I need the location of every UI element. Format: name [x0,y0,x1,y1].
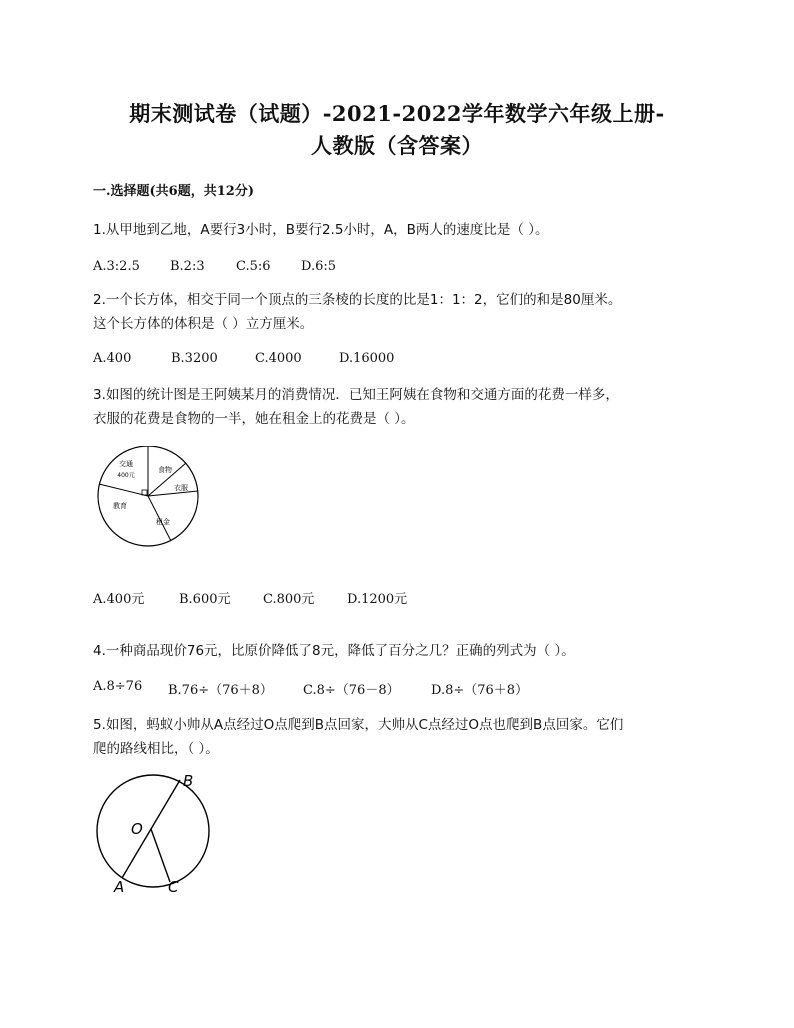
document-title-line2: 人教版（含答案） [311,133,483,158]
option-a: A.400 [93,351,132,366]
option-d: D.8÷（76＋8） [431,683,529,698]
radius-oc [151,829,170,882]
option-b: B.3200 [171,351,218,366]
pie-label-food: 食物 [158,466,172,474]
option-b: B.2:3 [170,259,205,274]
option-d: D.6:5 [301,259,337,274]
circle-outline [97,775,209,887]
question-5-line1: 5.如图，蚂蚁小帅从A点经过O点爬到B点回家，大帅从C点经过O点也爬到B点回家。它们 [93,717,624,733]
option-c: C.800元 [263,592,315,607]
pie-label-transport: 交通 [119,460,133,468]
pie-label-clothes: 衣服 [174,484,188,492]
option-a: A.400元 [93,592,145,607]
question-5-line2: 爬的路线相比，（ ）。 [93,741,219,757]
question-3-line1: 3.如图的统计图是王阿姨某月的消费情况．已知王阿姨在食物和交通方面的花费一样多， [93,387,619,403]
option-a: A.8÷76 [93,679,143,694]
option-c: C.4000 [255,351,302,366]
question-3-line2: 衣服的花费是食物的一半，她在租金上的花费是（ ）。 [93,411,415,427]
question-4-text: 4.一种商品现价76元，比原价降低了8元，降低了百分之几？正确的列式为（ ）。 [93,643,575,659]
question-2-line2: 这个长方体的体积是（ ）立方厘米。 [93,316,314,332]
circle-path-figure [88,768,218,898]
option-d: D.1200元 [347,592,408,607]
pie-label-education: 教育 [113,502,127,510]
pie-label-rent: 租金 [156,518,170,526]
point-c-label: C [168,878,179,896]
point-o-label: O [131,820,143,838]
point-b-label: B [183,772,194,790]
question-2-line1: 2.一个长方体，相交于同一个顶点的三条棱的长度的比是1：1：2，它们的和是80厘米。 [93,292,622,308]
point-a-label: A [114,878,125,896]
pie-label-transport-amount: 400元 [117,472,135,479]
option-c: C.8÷（76－8） [303,683,400,698]
option-b: B.76÷（76＋8） [168,683,273,698]
section-heading: 一.选择题(共6题，共12分) [93,184,254,199]
option-b: B.600元 [179,592,231,607]
option-d: D.16000 [339,351,395,366]
document-title-line1: 期末测试卷（试题）-2021-2022学年数学六年级上册- [129,101,665,126]
spending-pie-chart [95,446,207,550]
option-c: C.5:6 [236,259,271,274]
option-a: A.3:2.5 [93,259,140,274]
question-1-text: 1.从甲地到乙地，A要行3小时，B要行2.5小时，A，B两人的速度比是（ ）。 [93,222,549,238]
